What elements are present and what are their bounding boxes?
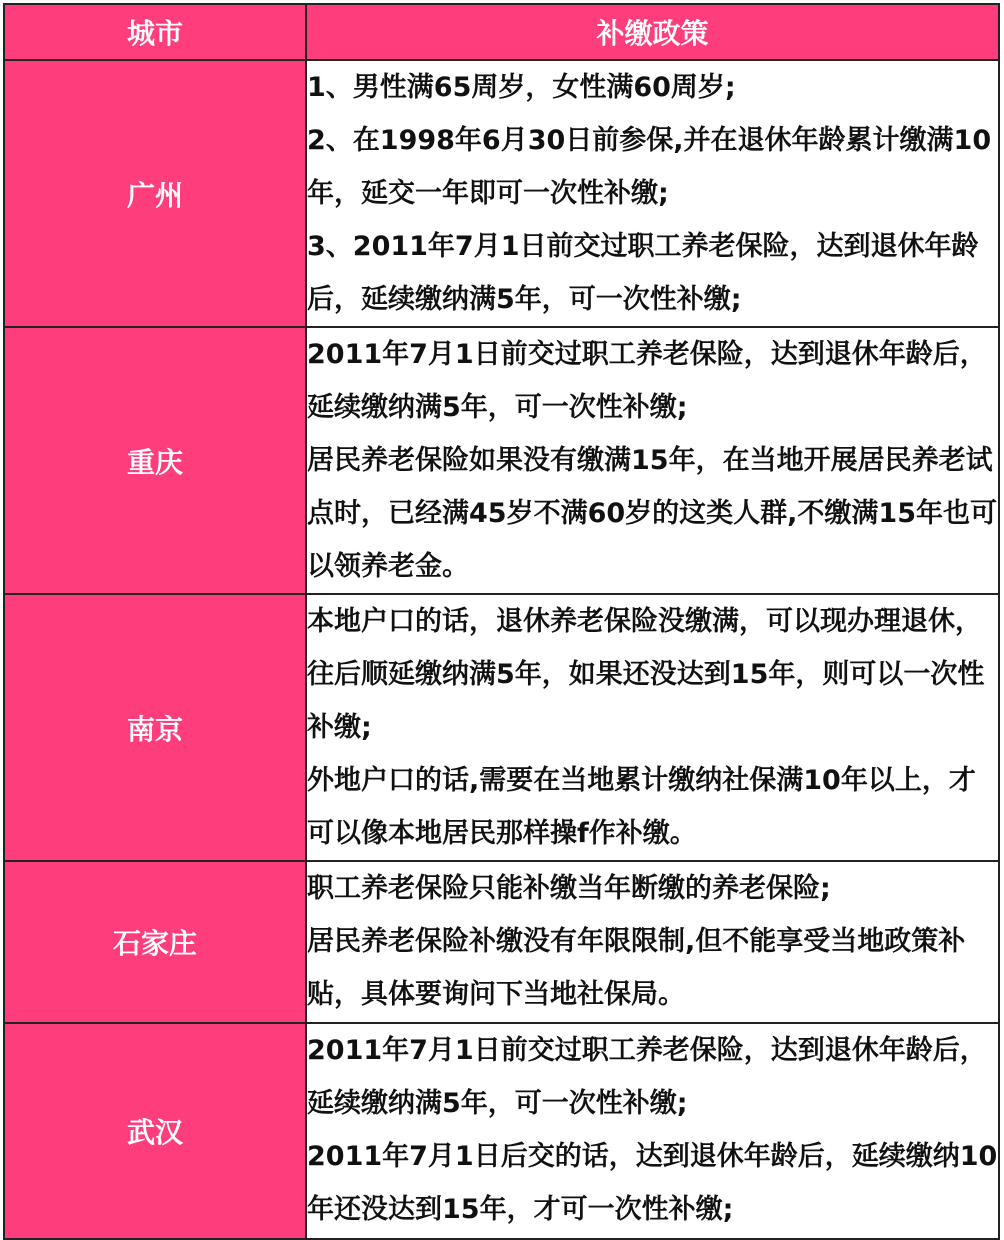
city-cell: 重庆 xyxy=(4,327,306,594)
policy-line: 2011年7月1日前交过职工养老保险，达到退休年龄后，延续缴纳满5年，可一次性补缴; xyxy=(307,339,987,423)
table-header-row xyxy=(4,4,999,60)
policy-cell xyxy=(306,60,999,327)
policy-line: 2、在1998年6月30日前参保,并在退休年龄累计缴满10年，延交一年即可一次性补缴; xyxy=(307,125,992,209)
policy-cell xyxy=(306,594,999,861)
policy-column-header: 补缴政策 xyxy=(306,4,999,60)
policy-line: 居民养老保险补缴没有年限限制,但不能享受当地政策补贴，具体要询问下当地社保局。 xyxy=(307,926,966,1010)
table-row xyxy=(4,1023,999,1239)
table-row xyxy=(4,327,999,594)
table-body xyxy=(4,60,999,1239)
policy-line: 3、2011年7月1日前交过职工养老保险，达到退休年龄后，延续缴纳满5年，可一次性补缴; xyxy=(307,231,979,315)
policy-line: 1、男性满65周岁，女性满60周岁; xyxy=(307,72,736,103)
city-cell: 武汉 xyxy=(4,1023,306,1239)
city-column-header: 城市 xyxy=(4,4,306,60)
city-cell: 广州 xyxy=(4,60,306,327)
policy-line: 职工养老保险只能补缴当年断缴的养老保险; xyxy=(307,873,831,904)
table-row xyxy=(4,861,999,1023)
policy-line: 2011年7月1日后交的话，达到退休年龄后，延续缴纳10年还没达到15年，才可一次性补缴; xyxy=(307,1141,998,1225)
policy-line: 外地户口的话,需要在当地累计缴纳社保满10年以上，才可以像本地居民那样操f作补缴。 xyxy=(307,765,976,849)
policy-table xyxy=(3,3,1000,1240)
table-row xyxy=(4,594,999,861)
policy-line: 2011年7月1日前交过职工养老保险，达到退休年龄后，延续缴纳满5年，可一次性补缴; xyxy=(307,1035,987,1119)
policy-cell xyxy=(306,861,999,1023)
city-cell: 石家庄 xyxy=(4,861,306,1023)
city-cell: 南京 xyxy=(4,594,306,861)
policy-cell xyxy=(306,1023,999,1239)
policy-cell xyxy=(306,327,999,594)
table-row xyxy=(4,60,999,327)
policy-line: 本地户口的话，退休养老保险没缴满，可以现办理退休，往后顺延缴纳满5年，如果还没达到15年，则可以一次性补缴; xyxy=(307,606,985,743)
policy-line: 居民养老保险如果没有缴满15年，在当地开展居民养老试点时，已经满45岁不满60岁的这类人群,不缴满15年也可以领养老金。 xyxy=(307,445,997,582)
